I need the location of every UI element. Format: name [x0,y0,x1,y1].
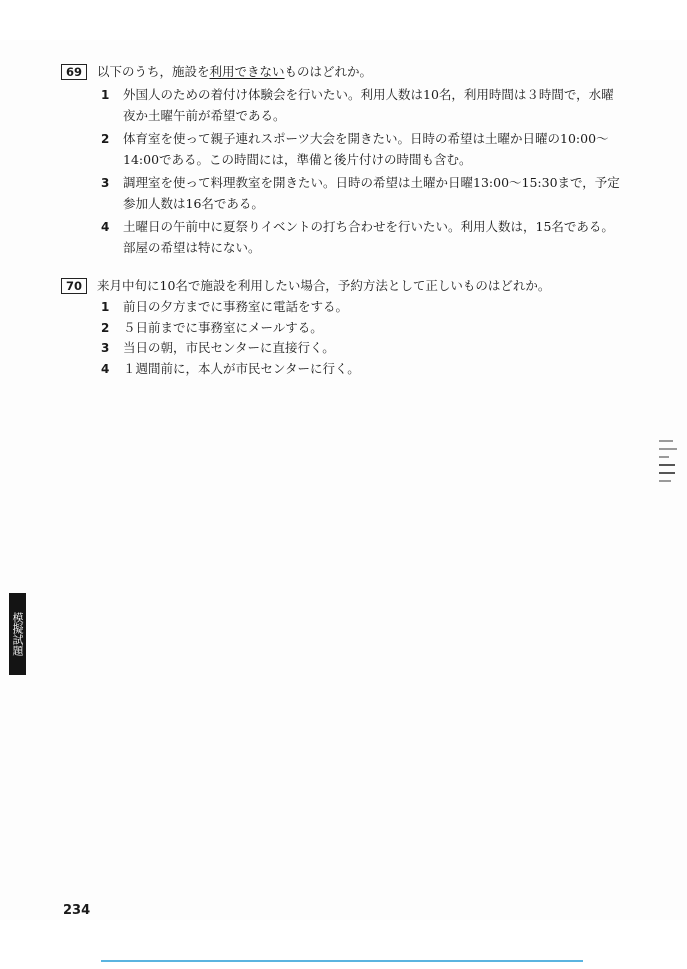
option-69-2: 2 体育室を使って親子連れスポーツ大会を開きたい。日時の希望は土曜か日曜の10:00〜14:00である。この時間には，準備と後片付けの時間も含む。 [101,131,609,167]
page-number: 234 [63,903,91,918]
question-number-69: 69 [61,64,87,80]
option-70-4: 4 １週間前に，本人が市民センターに行く。 [101,360,360,376]
option-70-2: 2 ５日前までに事務室にメールする。 [101,319,323,335]
scan-edge-marks [659,440,679,620]
bottom-divider [101,960,583,962]
option-70-1: 1 前日の夕方までに事務室に電話をする。 [101,299,349,314]
option-69-1: 1 外国人のための着付け体験会を行いたい。利用人数は10名，利用時間は３時間で，水曜夜か土曜午前が希望である。 [101,87,614,123]
option-70-3: 3 当日の朝，市民センターに直接行く。 [101,340,335,355]
question-number-70: 70 [61,278,87,294]
question-69 [61,62,621,258]
option-69-3: 3 調理室を使って料理教室を開きたい。日時の希望は土曜か日曜13:00〜15:30まで，予定参加人数は16名である。 [101,175,620,211]
question-70 [61,276,621,379]
option-69-4: 4 土曜日の午前中に夏祭りイベントの打ち合わせを行いたい。利用人数は，15名である。部屋の希望は特にない。 [101,219,614,255]
side-tab-label: 模擬試題 [9,593,26,675]
question-70-stem [61,276,621,296]
question-69-stem [61,62,621,82]
question-69-text: 以下のうち，施設を利用できないものはどれか。 [97,64,373,79]
question-70-text: 来月中旬に10名で施設を利用したい場合，予約方法として正しいものはどれか。 [97,278,551,293]
underlined-keyword: 利用できない [209,64,285,79]
